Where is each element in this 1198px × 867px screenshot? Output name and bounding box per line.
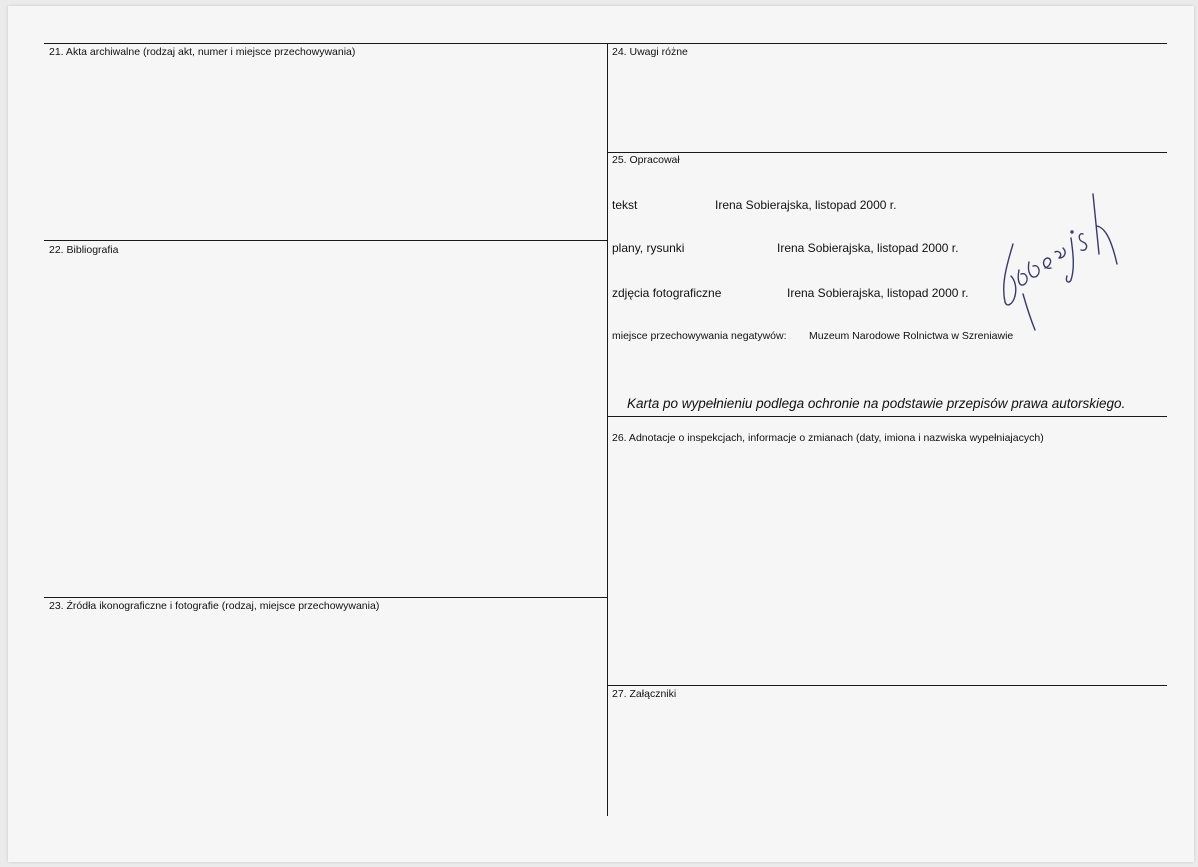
prepared-plans-label: plany, rysunki <box>612 241 685 255</box>
section-24-label: 24. Uwagi różne <box>612 46 688 58</box>
divider-24-top <box>607 43 1167 44</box>
prepared-text-value: Irena Sobierajska, listopad 2000 r. <box>715 198 897 212</box>
divider-22-top <box>44 240 607 241</box>
divider-27-top <box>607 685 1167 686</box>
negatives-label: miejsce przechowywania negatywów: <box>612 330 787 342</box>
section-25-label: 25. Opracował <box>612 154 680 166</box>
divider-25-top <box>607 152 1167 153</box>
divider-23-top <box>44 597 607 598</box>
divider-26-top <box>607 416 1167 417</box>
form-sheet <box>8 6 1194 862</box>
column-divider <box>607 43 608 816</box>
prepared-text-label: tekst <box>612 198 638 212</box>
divider-21-top <box>44 43 607 44</box>
section-21-label: 21. Akta archiwalne (rodzaj akt, numer i miejsce przechowywania) <box>49 46 356 58</box>
section-26-label: 26. Adnotacje o inspekcjach, informacje o zmianach (daty, imiona i nazwiska wypełniajacych) <box>612 432 1044 444</box>
handwritten-signature <box>993 184 1123 334</box>
prepared-photos-label: zdjęcia fotograficzne <box>612 286 722 300</box>
prepared-photos-value: Irena Sobierajska, listopad 2000 r. <box>787 286 969 300</box>
section-23-label: 23. Źródła ikonograficzne i fotografie (rodzaj, miejsce przechowywania) <box>49 600 380 612</box>
section-22-label: 22. Bibliografia <box>49 244 119 256</box>
copyright-note: Karta po wypełnieniu podlega ochronie na podstawie przepisów prawa autorskiego. <box>627 396 1126 411</box>
prepared-plans-value: Irena Sobierajska, listopad 2000 r. <box>777 241 959 255</box>
negatives-value: Muzeum Narodowe Rolnictwa w Szreniawie <box>809 330 1014 342</box>
section-27-label: 27. Załączniki <box>612 688 677 700</box>
